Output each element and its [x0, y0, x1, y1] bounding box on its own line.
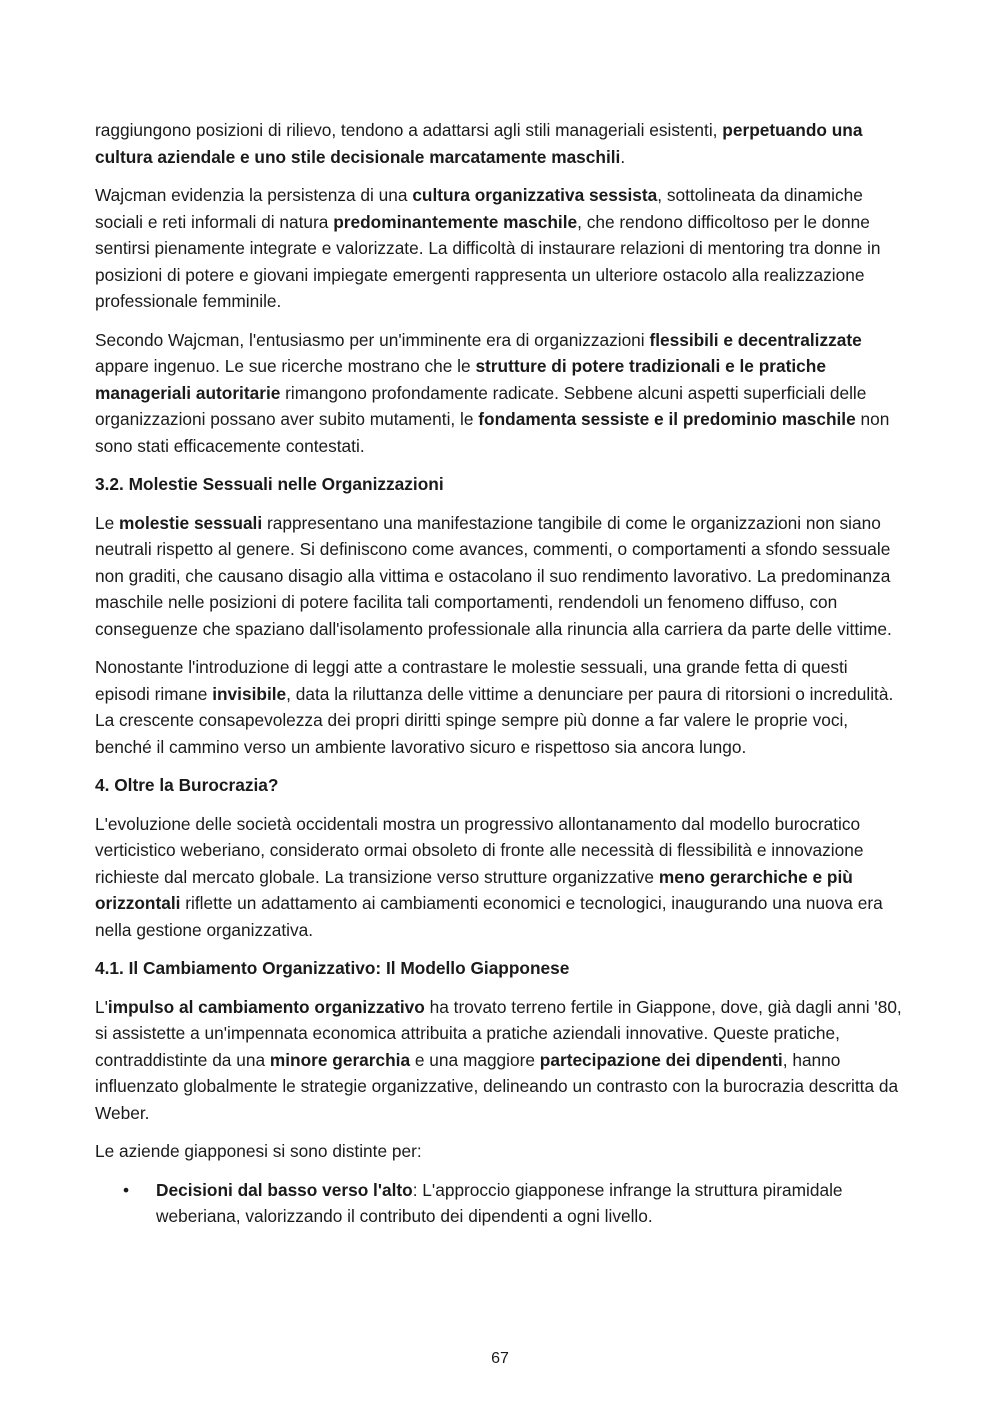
- text: , data la riluttanza delle vittime a denunciare per paura di ritorsioni o incredulità. La crescente consapevolezza dei propri diritti spinge sempre più donne a far valere le proprie voci, benché il cammino verso un ambiente lavorativo sicuro e rispettoso sia ancora lungo.: [95, 683, 894, 757]
- text: raggiungono posizioni di rilievo, tendono a adattarsi agli stili manageriali esistenti,: [95, 120, 723, 140]
- text: riflette un adattamento ai cambiamenti economici e tecnologici, inaugurando una nuova era nella gestione organizzativa.: [95, 893, 883, 940]
- bold-text: minore gerarchia: [269, 1049, 411, 1070]
- bold-text: fondamenta sessiste e il predominio maschile: [478, 409, 856, 429]
- text: e una maggiore: [410, 1049, 540, 1070]
- text: Le: [95, 512, 120, 533]
- paragraph: [95, 510, 907, 643]
- text: , che rendono difficoltoso per le donne sentirsi pienamente integrate e valorizzate. La difficoltà di instaurare relazioni di mentoring tra donne in posizioni di potere e giovani impiegate emergenti rappresenta un ulteriore ostacolo alla realizzazione professionale femminile.: [95, 211, 881, 311]
- text: rappresentano una manifestazione tangibile di come le organizzazioni non siano neutrali rispetto al genere. Si definiscono come avances, commenti, o comportamenti a sfondo sessuale non graditi, che causano disagio alla vittima e ostacolano il suo rendimento lavorativo. La predominanza maschile nelle posizioni di potere facilita tali comportamenti, rendendoli un fenomeno diffuso, con conseguenze che spaziano dall'isolamento professionale alla rinuncia alla carriera da parte delle vittime.: [95, 512, 892, 639]
- bullet-list: [95, 1177, 907, 1230]
- bold-text: Decisioni dal basso verso l'alto: [156, 1179, 413, 1200]
- bold-text: invisibile: [212, 683, 287, 704]
- section-heading: 4. Oltre la Burocrazia?: [95, 775, 279, 795]
- bold-text: partecipazione dei dipendenti: [539, 1049, 783, 1070]
- paragraph: [95, 117, 907, 170]
- paragraph: [95, 994, 907, 1127]
- text: , sottolineata da dinamiche sociali e reti informali di natura: [95, 185, 863, 232]
- text: Wajcman evidenzia la persistenza di una: [95, 185, 413, 205]
- section-heading: 4.1. Il Cambiamento Organizzativo: Il Modello Giapponese: [95, 958, 570, 978]
- text: : L'approccio giapponese infrange la struttura piramidale weberiana, valorizzando il contributo dei dipendenti a ogni livello.: [156, 1179, 843, 1226]
- text: Nonostante l'introduzione di leggi atte a contrastare le molestie sessuali, una grande fetta di questi episodi rimane: [95, 657, 848, 704]
- text: Secondo Wajcman, l'entusiasmo per un'imminente era di organizzazioni: [95, 329, 650, 350]
- document-body: [95, 117, 907, 1230]
- paragraph: [95, 327, 907, 460]
- page-number: 67: [491, 1350, 509, 1367]
- text: appare ingenuo. Le sue ricerche mostrano che le: [95, 356, 476, 376]
- text: ha trovato terreno fertile in Giappone, dove, già dagli anni '80, si assistette a un'impennata economica attribuita a pratiche aziendali innovative. Queste pratiche, contraddistinte da una: [95, 996, 902, 1070]
- list-item: [95, 1177, 907, 1230]
- bold-text: impulso al cambiamento organizzativo: [107, 996, 425, 1017]
- section-heading: 3.2. Molestie Sessuali nelle Organizzazioni: [95, 474, 444, 494]
- text: non sono stati efficacemente contestati.: [95, 409, 890, 456]
- bold-text: perpetuando una cultura aziendale e uno stile decisionale marcatamente maschili: [95, 120, 863, 167]
- bullet-icon: •: [123, 1179, 130, 1200]
- bold-text: strutture di potere tradizionali e le pratiche manageriali autoritarie: [95, 356, 826, 403]
- bold-text: cultura organizzativa sessista: [412, 185, 658, 205]
- bold-text: predominantemente maschile: [333, 211, 578, 232]
- paragraph: Le aziende giapponesi si sono distinte per:: [95, 1141, 422, 1161]
- paragraph: [95, 654, 907, 760]
- text: , hanno influenzato globalmente le strategie organizzative, delineando un contrasto con la burocrazia descritta da Weber.: [95, 1049, 899, 1123]
- text: .: [620, 146, 626, 167]
- text: rimangono profondamente radicate. Sebbene alcuni aspetti superficiali delle organizzazioni possano aver subito mutamenti, le: [95, 382, 867, 429]
- text: L': [95, 996, 108, 1017]
- bold-text: flessibili e decentralizzate: [649, 329, 862, 350]
- bold-text: molestie sessuali: [119, 512, 263, 533]
- paragraph: [95, 811, 907, 944]
- paragraph: [95, 182, 907, 315]
- text: L'evoluzione delle società occidentali mostra un progressivo allontanamento dal modello burocratico verticistico weberiano, considerato ormai obsoleto di fronte alle necessità di flessibilità e innovazione richieste dal mercato globale. La transizione verso strutture organizzative: [95, 813, 864, 887]
- bold-text: meno gerarchiche e più orizzontali: [95, 866, 853, 913]
